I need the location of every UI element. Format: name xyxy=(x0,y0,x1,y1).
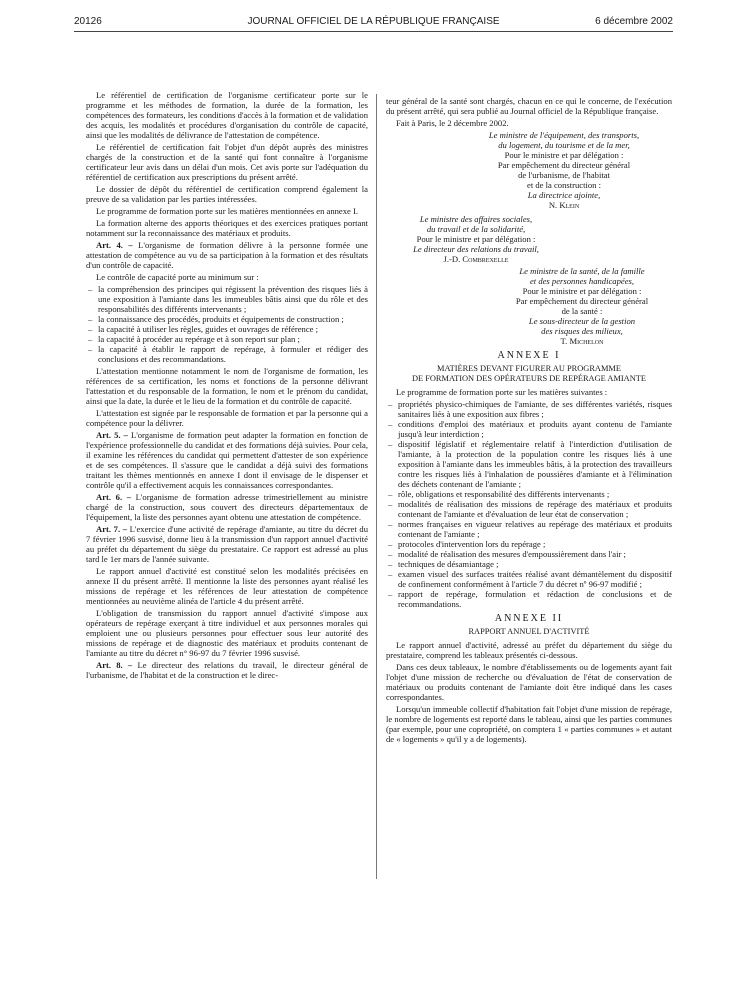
list-item: – rôle, obligations et responsabilité des différents intervenants ; xyxy=(386,489,672,499)
capacity-list xyxy=(86,284,368,364)
signature-line: Par empêchement du directeur général xyxy=(515,296,649,306)
paragraph: Le programme de formation porte sur les matières mentionnées en annexe I. xyxy=(96,206,359,216)
article-label: Art. 7. – xyxy=(96,524,128,534)
annexe-2-subtitle: RAPPORT ANNUEL D'ACTIVITÉ xyxy=(468,627,590,636)
signature-block-equipement xyxy=(446,130,672,210)
article-text: L'organisme de formation peut adapter la formation en fonction de l'expérience professionnelle du candidat et des formations déjà suivies. Pour cela, il examine les références du candidat qui permettent d'attester de son expérience et de ses compétences. Il s'assure que le candidat a déjà suivi des formations traitant les thèmes mentionnés en annexe I dont il envisage de le dispenser et contrôle qu'il a effectivement acquis les connaissances correspondantes. xyxy=(86,430,368,490)
page-number: 20126 xyxy=(74,16,102,27)
signature-line: Le ministre des affaires sociales, xyxy=(419,214,533,224)
signature-line: Le ministre de la santé, de la famille xyxy=(519,266,645,276)
article-5 xyxy=(86,430,368,490)
article-label: Art. 5. – xyxy=(96,430,128,440)
list-item: – modalité de réalisation des mesures d'empoussièrement dans l'air ; xyxy=(386,549,672,559)
list-item: – la capacité à procéder au repérage et à son report sur plan ; xyxy=(86,334,368,344)
list-item: – examen visuel des surfaces traitées réalisé avant démantèlement du dispositif de confinement conformément à l'article 7 du décret nº 96-97 modifié ; xyxy=(386,569,672,589)
paragraph: Le référentiel de certification fait l'objet d'un dépôt auprès des ministres chargés de la construction et de la santé qui font connaître à l'organisme certificateur leur avis dans un délai d'un mois. Cet avis porte sur l'adéquation du référentiel de certification aux prescriptions du présent arrêté. xyxy=(86,142,368,182)
paragraph: Le référentiel de certification de l'organisme certificateur porte sur le programme et les méthodes de formation, la durée de la formation, les compétences des formateurs, les conditions d'accès à la formation et de validation des acquis, les modalités et procédures d'organisation du contrôle de capacité, ainsi que les modalités de délivrance de l'attestation de compétence. xyxy=(86,90,368,140)
list-item: – rapport de repérage, formulation et rédaction de conclusions et de recommandations. xyxy=(386,589,672,609)
left-column xyxy=(86,90,368,682)
column-divider xyxy=(376,94,377,879)
page-header xyxy=(74,16,673,30)
paragraph: Le rapport annuel d'activité, adressé au préfet du département du siège du prestataire, comprend les tableaux présentés ci-dessous. xyxy=(386,640,672,660)
paragraph: La formation alterne des apports théoriques et des exercices pratiques portant notamment sur la reconnaissance des matériaux et produits. xyxy=(86,218,368,238)
paragraph: L'attestation mentionne notamment le nom de l'organisme de formation, les références de sa certification, les noms et fonctions de la personne délivrant l'attestation et du responsable de la formation, le nom et le prénom du candidat, ainsi que la date, la durée et le lieu de la formation et du contrôle de capacité. xyxy=(86,366,368,406)
signatory-name: J.-D. Combrexelle xyxy=(443,254,509,264)
signature-line: Par empêchement du directeur général xyxy=(497,160,631,170)
signature-line: et de la construction : xyxy=(527,180,601,190)
list-item: – la capacité à utiliser les règles, guides et ouvrages de référence ; xyxy=(86,324,368,334)
annexe-2-title: ANNEXE II xyxy=(494,613,564,624)
signatory-name: N. Klein xyxy=(548,200,580,210)
article-4 xyxy=(86,240,368,270)
list-item: – la connaissance des procédés, produits et équipements de construction ; xyxy=(86,314,368,324)
place-date: Fait à Paris, le 2 décembre 2002. xyxy=(396,118,509,128)
paragraph: Dans ces deux tableaux, le nombre d'établissements ou de logements ayant fait l'objet d'une mission de recherche ou d'évaluation de l'état de conservation de matériaux ou produits contenant de l'amiante doit être indiqué dans les cases correspondantes. xyxy=(386,662,672,702)
paragraph: Le programme de formation porte sur les matières suivantes : xyxy=(396,387,608,397)
list-item: – la capacité à établir le rapport de repérage, à formuler et rédiger des conclusions et des recommandations. xyxy=(86,344,368,364)
right-column xyxy=(386,96,672,746)
paragraph: L'attestation est signée par le responsable de formation et par la personne qui a compétence pour la délivrer. xyxy=(86,408,368,428)
list-item: – protocoles d'intervention lors du repérage ; xyxy=(386,539,672,549)
article-text: Le directeur des relations du travail, le directeur général de l'urbanisme, de l'habitat et de la construction et le direc- xyxy=(86,660,368,680)
signatory-name: T. Michelon xyxy=(560,336,604,346)
signature-line: Pour le ministre et par délégation : xyxy=(504,150,624,160)
signature-line: du travail et de la solidarité, xyxy=(426,224,526,234)
signature-line: Pour le ministre et par délégation : xyxy=(522,286,642,296)
article-8 xyxy=(86,660,368,680)
publication-date: 6 décembre 2002 xyxy=(595,16,673,27)
signature-line: Le sous-directeur de la gestion xyxy=(528,316,636,326)
list-item: – la compréhension des principes qui régissent la prévention des risques liés à une exposition à l'amiante dans les immeubles bâtis ainsi que du rôle et des responsabilités des différents intervenants ; xyxy=(86,284,368,314)
paragraph: Le rapport annuel d'activité est constitué selon les modalités précisées en annexe II du présent arrêté. Il mentionne la liste des personnes ayant réalisé les missions de repérage et les références de leur attestation de compétence mentionnées au neuvième alinéa de l'article 4 du présent arrêté. xyxy=(86,566,368,606)
signature-line: Le directeur des relations du travail, xyxy=(413,244,539,254)
paragraph: Le contrôle de capacité porte au minimum sur : xyxy=(96,272,259,282)
signature-line: Le ministre de l'équipement, des transports, xyxy=(488,130,640,140)
signature-block-sante xyxy=(482,266,672,346)
paragraph: Lorsqu'un immeuble collectif d'habitation fait l'objet d'une mission de repérage, le nombre de logements est reporté dans le tableau, ainsi que les parties communes (par exemple, pour une copropriété, on comptera 1 « parties communes » et autant de « logements » qu'il y a de logements). xyxy=(386,704,672,744)
signature-line: de l'urbanisme, de l'habitat xyxy=(518,170,610,180)
journal-title: JOURNAL OFFICIEL DE LA RÉPUBLIQUE FRANÇAISE xyxy=(247,16,500,27)
list-item: – modalités de réalisation des missions de repérage des matériaux et produits contenant de l'amiante et d'évaluation de leur état de conservation ; xyxy=(386,499,672,519)
annexe-1-subtitle: DE FORMATION DES OPÉRATEURS DE REPÉRAGE AMIANTE xyxy=(411,374,647,383)
signature-block-affaires-sociales xyxy=(386,214,556,264)
list-item: – techniques de désamiantage ; xyxy=(386,559,672,569)
list-item: – conditions d'emploi des matériaux et produits ayant contenu de l'amiante jusqu'à leur interdiction ; xyxy=(386,419,672,439)
article-text: L'organisme de formation adresse trimestriellement au ministre chargé de la construction, sous couvert des directeurs départementaux de l'équipement, la liste des personnes ayant obtenu une attestation de compétence. xyxy=(86,492,368,522)
signature-line: des risques des milieux, xyxy=(541,326,623,336)
list-item: – normes françaises en vigueur relatives au repérage des matériaux et produits contenant de l'amiante ; xyxy=(386,519,672,539)
annexe-1-title: ANNEXE I xyxy=(497,350,561,361)
annexe-1-subtitle: MATIÈRES DEVANT FIGURER AU PROGRAMME xyxy=(437,364,621,373)
article-7 xyxy=(86,524,368,564)
signature-line: du logement, du tourisme et de la mer, xyxy=(498,140,630,150)
signature-line: La directrice ajointe, xyxy=(527,190,601,200)
article-6 xyxy=(86,492,368,522)
header-rule xyxy=(74,31,673,32)
signature-line: de la santé : xyxy=(561,306,603,316)
paragraph: teur général de la santé sont chargés, chacun en ce qui le concerne, de l'exécution du présent arrêté, qui sera publié au Journal officiel de la République française. xyxy=(386,96,672,116)
signature-line: et des personnes handicapées, xyxy=(529,276,635,286)
paragraph: Le dossier de dépôt du référentiel de certification comprend également la preuve de sa validation par les parties intéressées. xyxy=(86,184,368,204)
programme-list xyxy=(386,399,672,609)
paragraph: L'obligation de transmission du rapport annuel d'activité s'impose aux opérateurs de repérage exerçant à titre individuel et aux personnes morales qui emploient une ou plusieurs personnes pour effectuer sous leur autorité des missions de repérage et de diagnostic des matériaux et produits contenant de l'amiante au titre du décret n° 96-97 du 7 février 1996 susvisé. xyxy=(86,608,368,658)
list-item: – dispositif législatif et réglementaire relatif à l'interdiction d'utilisation de l'amiante, à la protection de la population contre les risques liés à une exposition à l'amiante dans les immeubles bâtis, à la protection des travailleurs contre les risques liés à l'inhalation de poussières d'amiante et à l'élimination des déchets contenant de l'amiante ; xyxy=(386,439,672,489)
article-text: L'organisme de formation délivre à la personne formée une attestation de compétence au vu de sa participation à la formation et des résultats d'un contrôle de capacité. xyxy=(86,240,368,270)
signature-line: Pour le ministre et par délégation : xyxy=(416,234,536,244)
article-label: Art. 6. – xyxy=(96,492,131,502)
article-label: Art. 8. – xyxy=(96,660,133,670)
article-text: L'exercice d'une activité de repérage d'amiante, au titre du décret du 7 février 1996 susvisé, donne lieu à la transmission d'un rapport annuel d'activité au préfet du département du siège du prestataire. Ce rapport est adressé au plus tard le 1er mars de l'année suivante. xyxy=(86,524,368,564)
list-item: – propriétés physico-chimiques de l'amiante, de ses différentes variétés, risques sanitaires liés à une exposition aux fibres ; xyxy=(386,399,672,419)
article-label: Art. 4. – xyxy=(96,240,133,250)
